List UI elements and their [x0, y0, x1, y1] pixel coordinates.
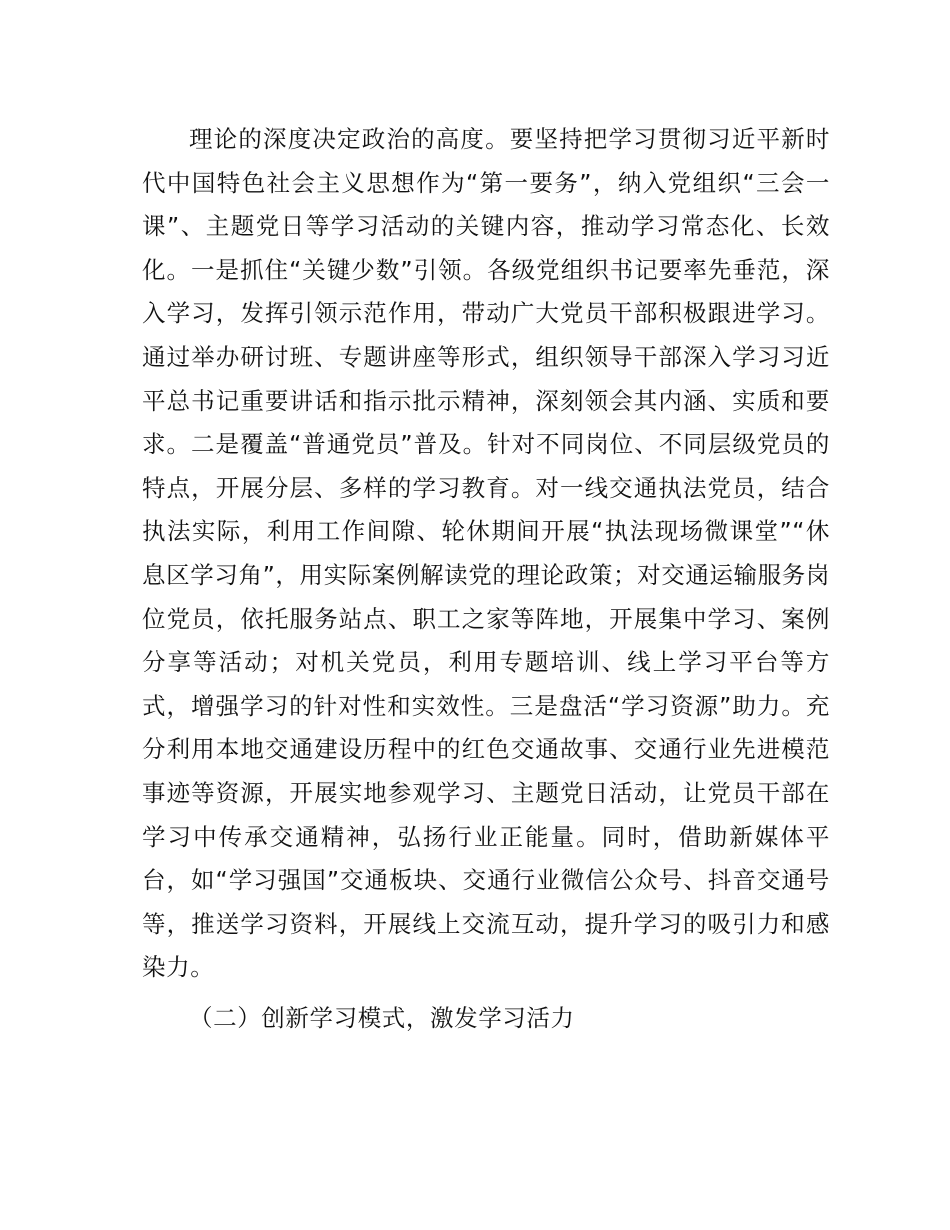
body-paragraph: 理论的深度决定政治的高度。要坚持把学习贯彻习近平新时代中国特色社会主义思想作为“第一要务”，纳入党组织“三会一课”、主题党日等学习活动的关键内容，推动学习常态化、长效化。一是抓住“关键少数”引领。各级党组织书记要率先垂范，深入学习，发挥引领示范作用，带动广大党员干部积极跟进学习。通过举办研讨班、专题讲座等形式，组织领导干部深入学习习近平总书记重要讲话和指示批示精神，深刻领会其内涵、实质和要求。二是覆盖“普通党员”普及。针对不同岗位、不同层级党员的特点，开展分层、多样的学习教育。对一线交通执法党员，结合执法实际，利用工作间隙、轮休期间开展“执法现场微课堂”“休息区学习角”，用实际案例解读党的理论政策；对交通运输服务岗位党员，依托服务站点、职工之家等阵地，开展集中学习、案例分享等活动；对机关党员，利用专题培训、线上学习平台等方式，增强学习的针对性和实效性。三是盘活“学习资源”助力。充分利用本地交通建设历程中的红色交通故事、交通行业先进模范事迹等资源，开展实地参观学习、主题党日活动，让党员干部在学习中传承交通精神，弘扬行业正能量。同时，借助新媒体平台，如“学习强国”交通板块、交通行业微信公众号、抖音交通号等，推送学习资料，开展线上交流互动，提升学习的吸引力和感染力。 — [142, 125, 830, 982]
section-heading: （二）创新学习模式，激发学习活力 — [189, 1004, 575, 1032]
